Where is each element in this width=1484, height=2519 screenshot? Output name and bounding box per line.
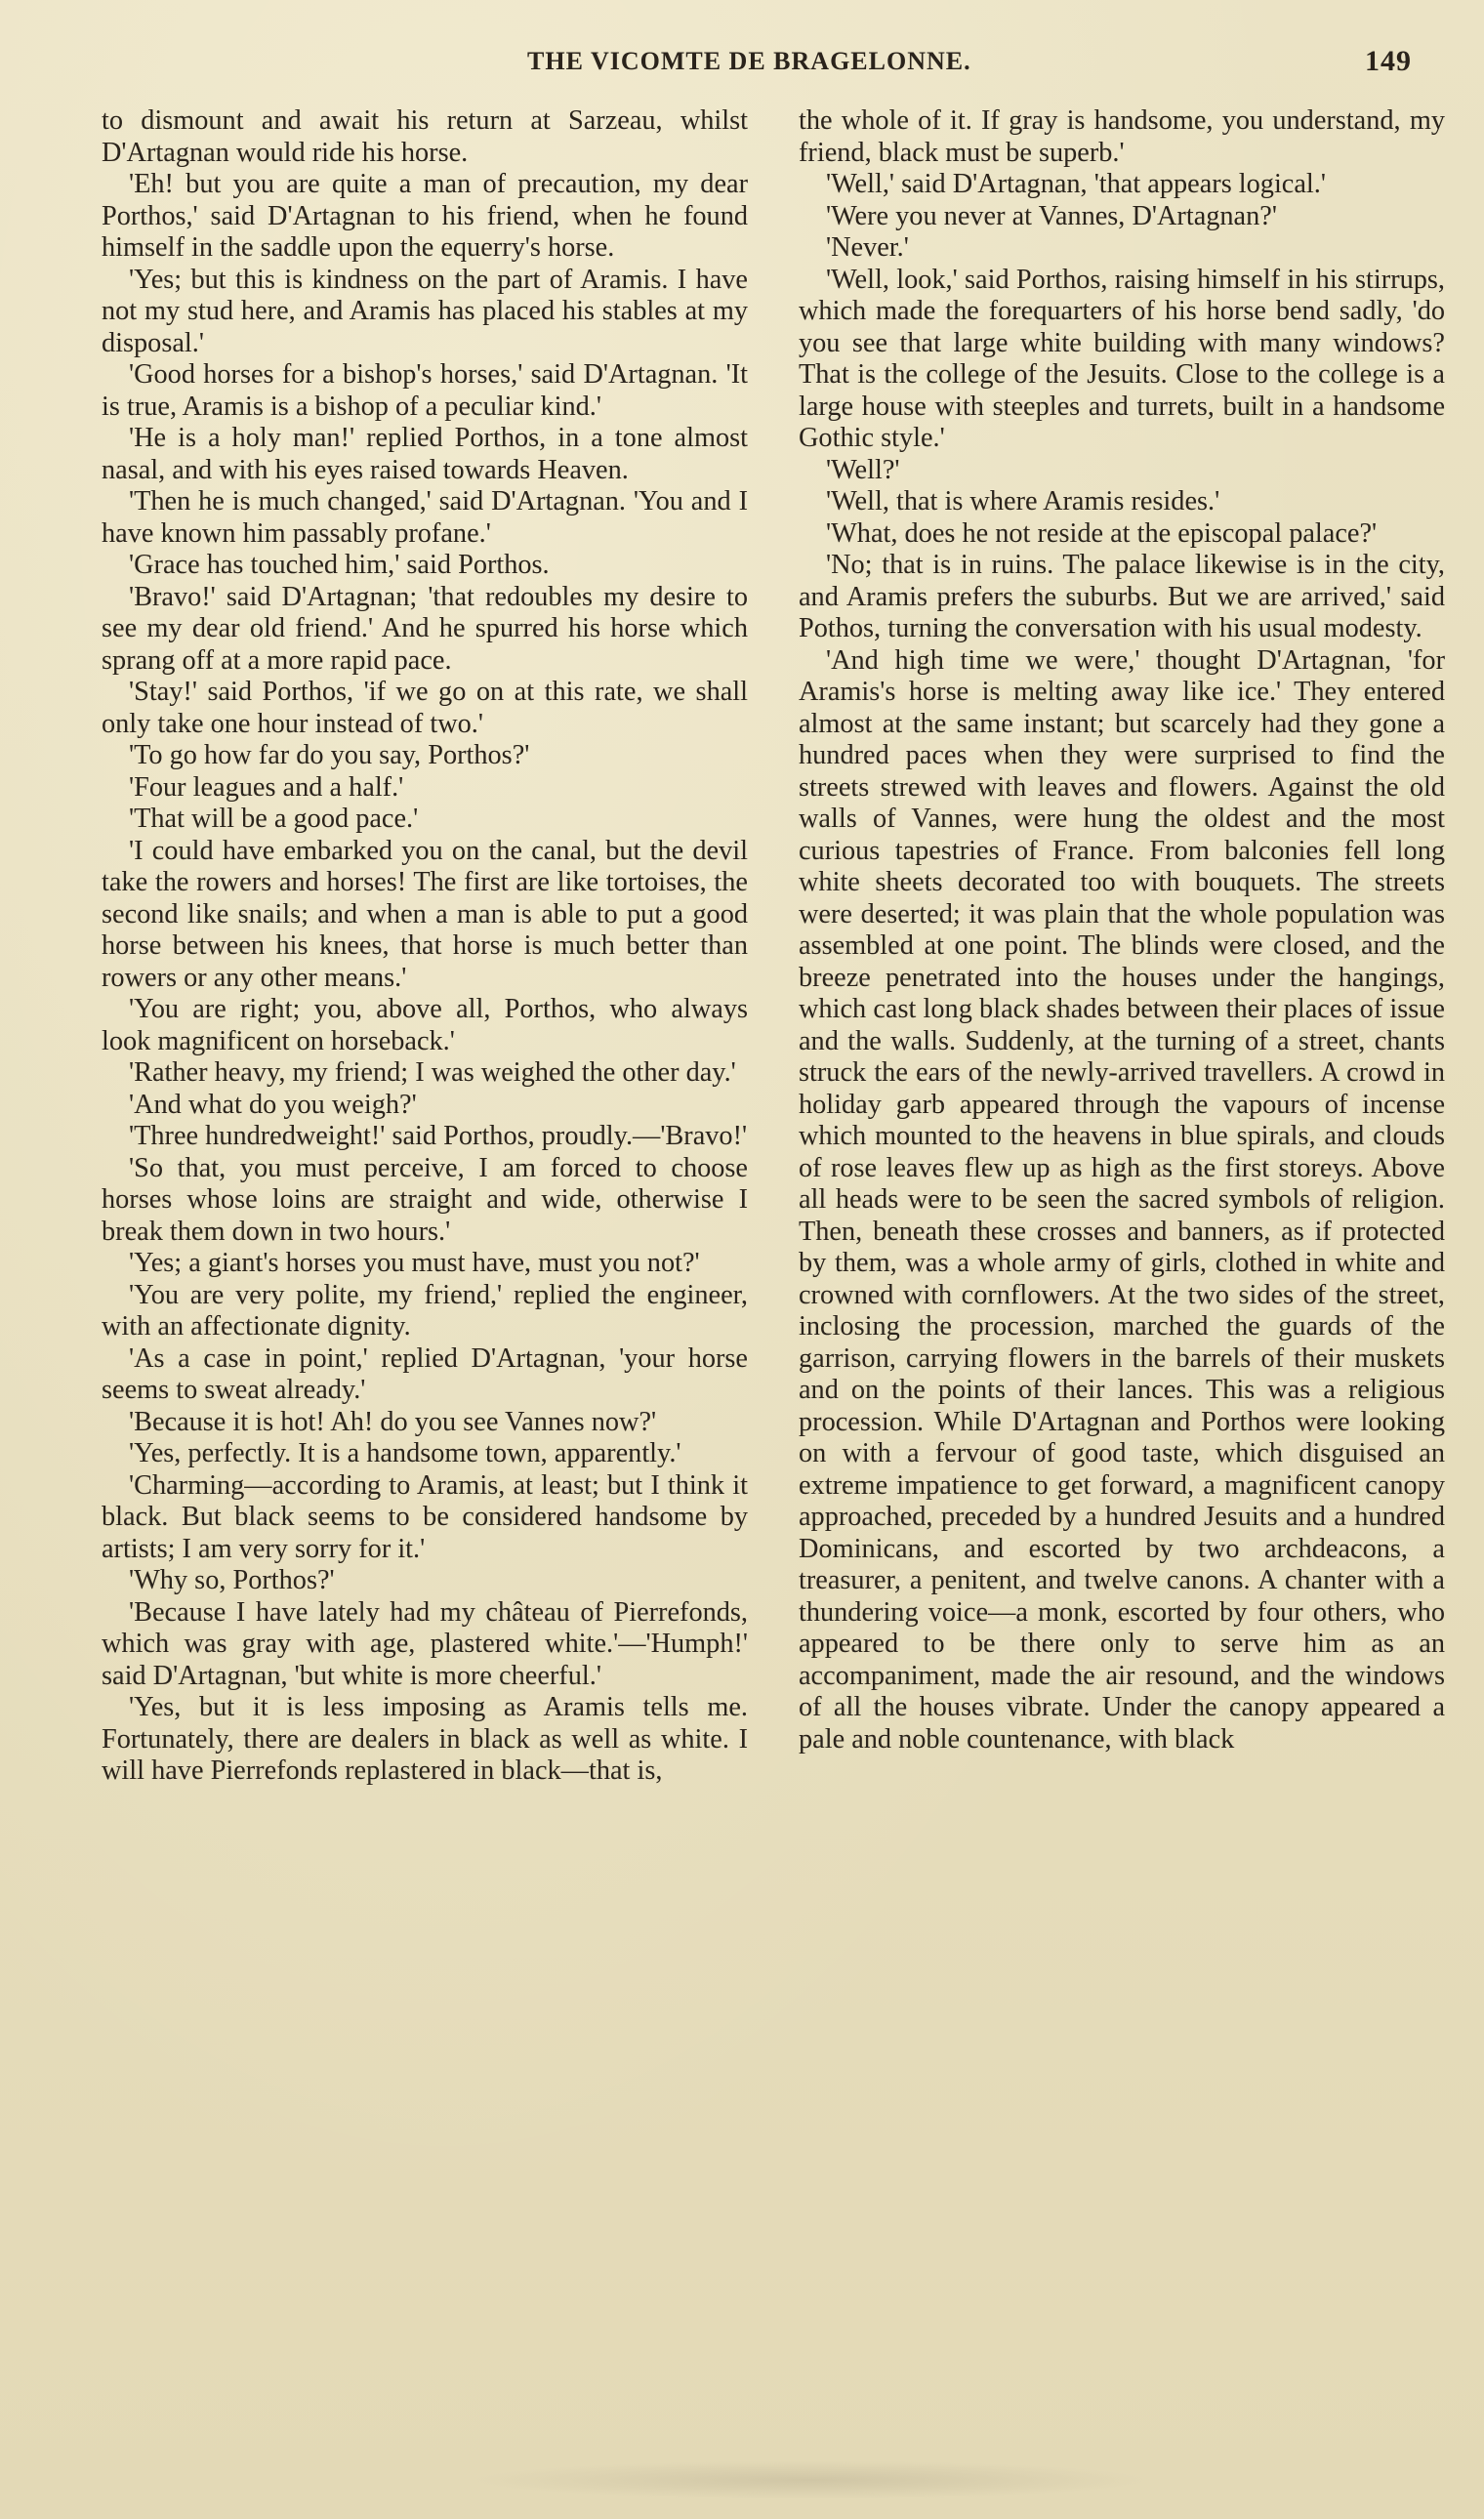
left-column-paragraph: 'Yes, perfectly. It is a handsome town, apparently.'	[129, 1438, 681, 1468]
print-smudge	[469, 2460, 1152, 2499]
left-column-paragraph: 'Because it is hot! Ah! do you see Vannes now?'	[129, 1406, 657, 1437]
running-head	[98, 43, 1445, 92]
left-column-paragraph: 'You are right; you, above all, Porthos, who always look magnificent on horseback.'	[102, 994, 748, 1056]
left-column-paragraph: 'Bravo!' said D'Artagnan; 'that redoubles my desire to see my dear old friend.' And he spurred his horse which sprang off at a more rapid pace.	[102, 581, 748, 676]
left-column-paragraph: 'As a case in point,' replied D'Artagnan, 'your horse seems to sweat already.'	[102, 1342, 748, 1405]
left-column-paragraph: 'Rather heavy, my friend; I was weighed the other day.'	[129, 1057, 736, 1088]
left-column-paragraph: to dismount and await his return at Sarzeau, whilst D'Artagnan would ride his horse.	[102, 105, 748, 168]
left-column-paragraph: 'Yes; but this is kindness on the part of Aramis. I have not my stud here, and Aramis has placed his stables at my disposal.'	[102, 264, 748, 358]
left-column-paragraph: 'Why so, Porthos?'	[129, 1565, 335, 1595]
left-column-paragraph: 'Stay!' said Porthos, 'if we go on at this rate, we shall only take one hour instead of two.'	[102, 677, 748, 739]
left-column-paragraph: 'You are very polite, my friend,' replied the engineer, with an affectionate dignity.	[102, 1279, 748, 1342]
right-column-paragraph: the whole of it. If gray is handsome, you understand, my friend, black must be superb.'	[799, 105, 1445, 168]
left-column-paragraph: 'Eh! but you are quite a man of precaution, my dear Porthos,' said D'Artagnan to his friend, when he found himself in the saddle upon the equerry's horse.	[102, 169, 748, 263]
right-column	[799, 105, 1445, 1755]
left-column-paragraph: 'Yes; a giant's horses you must have, must you not?'	[129, 1248, 700, 1278]
left-column-paragraph: 'Four leagues and a half.'	[129, 771, 404, 803]
left-column	[102, 105, 748, 1788]
right-column-paragraph: 'No; that is in ruins. The palace likewise is in the city, and Aramis prefers the suburbs. But we are arrived,' said Pothos, turning the conversation with his usual modesty.	[799, 550, 1445, 643]
page-number: 149	[1365, 45, 1412, 77]
left-column-paragraph: 'Then he is much changed,' said D'Artagnan. 'You and I have known him passably profane.'	[102, 486, 748, 549]
left-column-paragraph: 'That will be a good pace.'	[129, 804, 419, 834]
left-column-paragraph: 'Three hundredweight!' said Porthos, proudly.—'Bravo!'	[129, 1121, 748, 1151]
right-column-paragraph: 'Were you never at Vannes, D'Artagnan?'	[826, 200, 1277, 231]
left-column-paragraph: 'Good horses for a bishop's horses,' said D'Artagnan. 'It is true, Aramis is a bishop of a peculiar kind.'	[102, 359, 748, 422]
right-column-paragraph: 'And high time we were,' thought D'Artagnan, 'for Aramis's horse is melting away like ice.' They entered almost at the same instant; but scarcely had they gone a hundred paces when they were surprised to find the streets strewed with leaves and flowers. Against the old walls of Vannes, were hung the oldest and the most curious tapestries of France. From balconies fell long white sheets decorated too with bouquets. The streets were deserted; it was plain that the whole population was assembled at one point. The blinds were closed, and the breeze penetrated into the houses under the hangings, which cast long black shades between their places of issue and the walls. Suddenly, at the turning of a street, chants struck the ears of the newly-arrived travellers. A crowd in holiday garb appeared through the vapours of incense which mounted to the heavens in blue spirals, and clouds of rose leaves flew up as high as the first storeys. Above all heads were to be seen the sacred symbols of religion. Then, beneath these crosses and banners, as if protected by them, was a whole army of girls, clothed in white and crowned with cornflowers. At the two sides of the street, inclosing the procession, marched the guards of the garrison, carrying flowers in the barrels of their muskets and on the points of their lances. This was a religious procession. While D'Artagnan and Porthos were looking on with a fervour of good taste, which disguised an extreme impatience to get forward, a magnificent canopy approached, preceded by a hundred Jesuits and a hundred Dominicans, and escorted by two archdeacons, a treasurer, a penitent, and twelve canons. A chanter with a thundering voice—a monk, escorted by four others, who appeared to be there only to serve him as an accompaniment, made the air resound, and the windows of all the houses vibrate. Under the canopy appeared a pale and noble countenance, with black	[799, 644, 1445, 1755]
running-title: THE VICOMTE DE BRAGELONNE.	[527, 47, 971, 75]
right-column-paragraph: 'What, does he not reside at the episcopal palace?'	[826, 517, 1378, 549]
right-column-paragraph: 'Well?'	[826, 454, 900, 485]
left-column-paragraph: 'Yes, but it is less imposing as Aramis tells me. Fortunately, there are dealers in black as well as white. I will have Pierrefonds replastered in black—that is,	[102, 1692, 748, 1786]
right-column-paragraph: 'Well,' said D'Artagnan, 'that appears logical.'	[826, 169, 1326, 199]
right-column-paragraph: 'Well, that is where Aramis resides.'	[826, 486, 1220, 516]
left-column-paragraph: 'To go how far do you say, Porthos?'	[129, 740, 530, 770]
left-column-paragraph: 'Grace has touched him,' said Porthos.	[129, 550, 550, 580]
left-column-paragraph: 'Because I have lately had my château of Pierrefonds, which was gray with age, plastered white.'—'Humph!' said D'Artagnan, 'but white is more cheerful.'	[102, 1596, 748, 1691]
left-column-paragraph: 'And what do you weigh?'	[129, 1089, 417, 1120]
left-column-paragraph: 'I could have embarked you on the canal, but the devil take the rowers and horses! The first are like tortoises, the second like snails; and when a man is able to put a good horse between his knees, that horse is much better than rowers or any other means.'	[102, 835, 748, 993]
left-column-paragraph: 'He is a holy man!' replied Porthos, in a tone almost nasal, and with his eyes raised towards Heaven.	[102, 423, 748, 485]
left-column-paragraph: 'So that, you must perceive, I am forced to choose horses whose loins are straight and wide, otherwise I break them down in two hours.'	[102, 1152, 748, 1247]
right-column-paragraph: 'Never.'	[826, 232, 909, 263]
left-column-paragraph: 'Charming—according to Aramis, at least; but I think it black. But black seems to be considered handsome by artists; I am very sorry for it.'	[102, 1469, 748, 1564]
right-column-paragraph: 'Well, look,' said Porthos, raising himself in his stirrups, which made the forequarters of his horse bend sadly, 'do you see that large white building with many windows? That is the college of the Jesuits. Close to the college is a large house with steeples and turrets, built in a handsome Gothic style.'	[799, 264, 1445, 453]
